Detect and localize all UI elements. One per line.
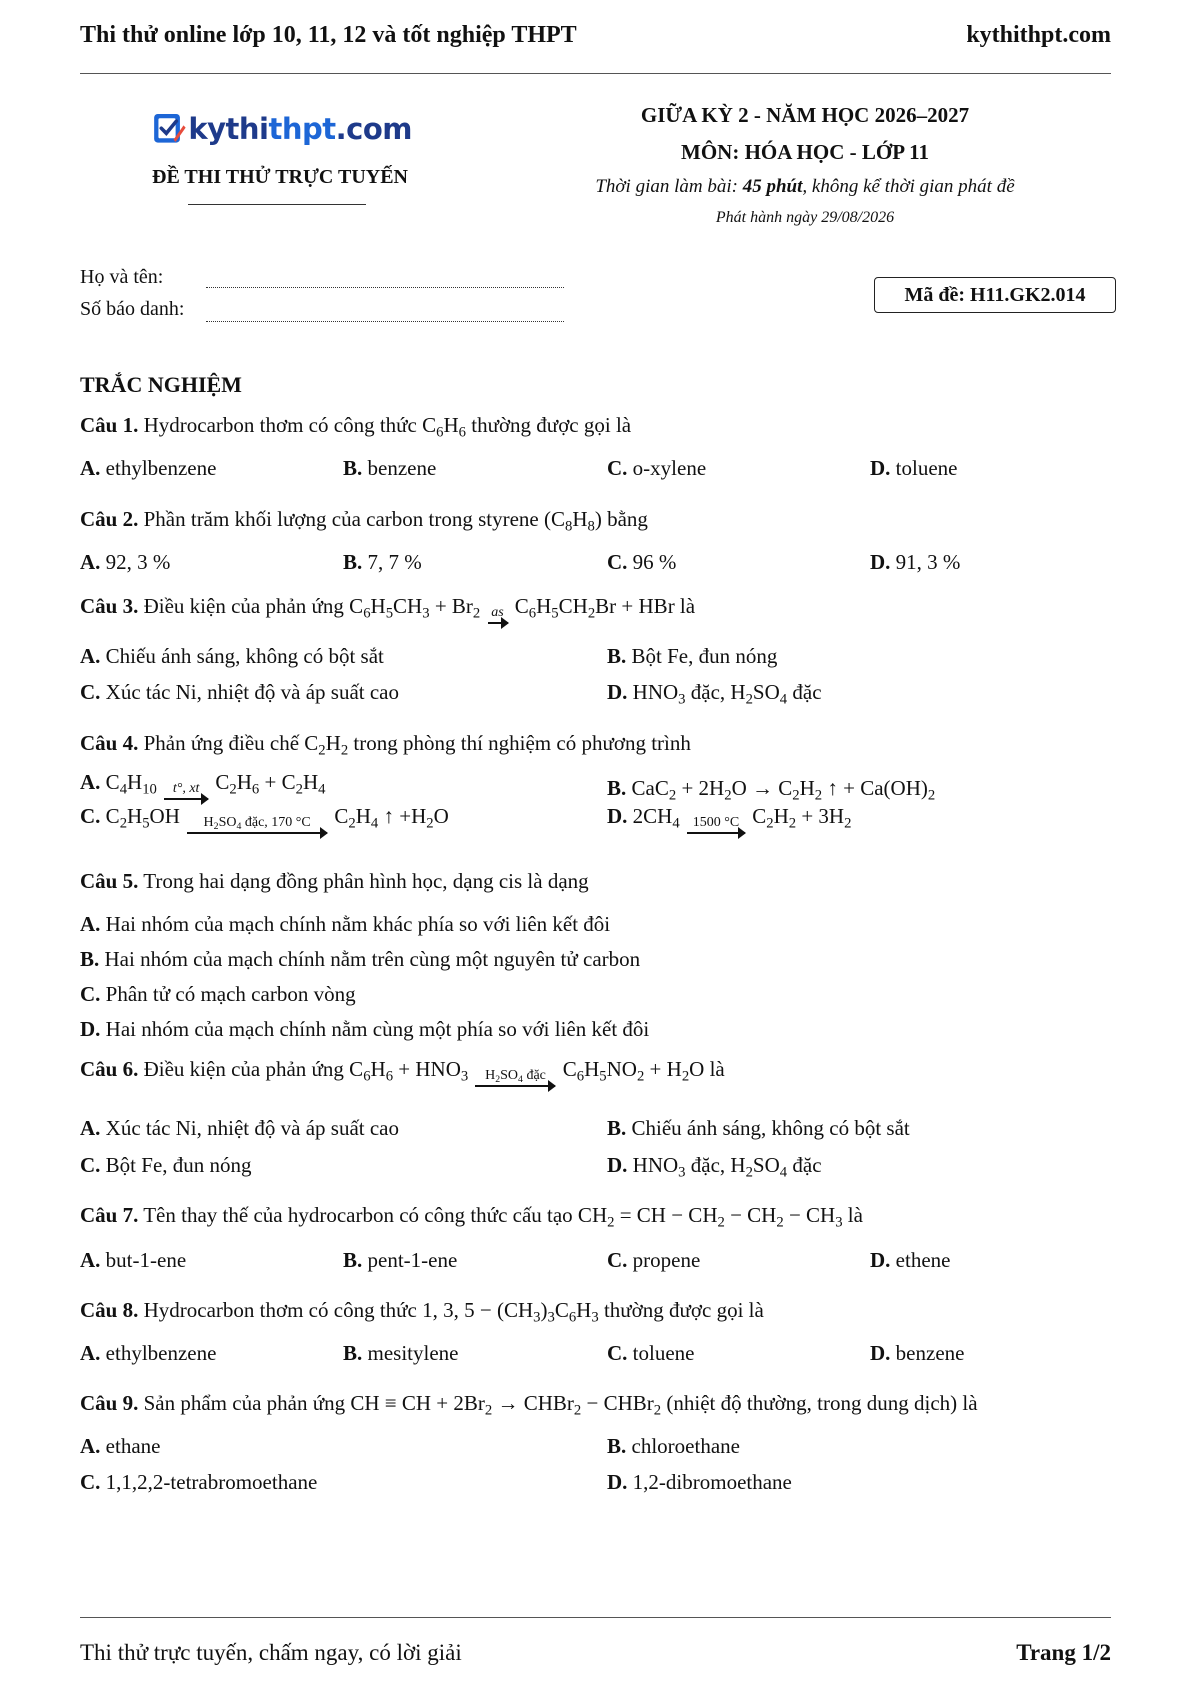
- question-2: Câu 2. Phần trăm khối lượng của carbon trong styrene $(C_8H_8)$ bằng: [80, 507, 648, 535]
- q8-option-b[interactable]: B. mesitylene: [343, 1341, 459, 1365]
- q9-option-d[interactable]: D. 1,2-dibromoethane: [607, 1470, 792, 1494]
- reaction-arrow: as: [488, 606, 508, 624]
- q7-option-c[interactable]: C. propene: [607, 1248, 701, 1272]
- q7-option-d[interactable]: D. ethene: [870, 1248, 951, 1272]
- q4-option-a[interactable]: A. $C_4H_{10}$ t°, xt $C_2H_6 + C_2H_4$: [80, 770, 325, 800]
- q2-option-c[interactable]: C. 96 %: [607, 550, 677, 574]
- q9-option-a[interactable]: A. ethane: [80, 1434, 161, 1458]
- id-field-label: Số báo danh:: [80, 298, 185, 320]
- q5-option-b[interactable]: B. Hai nhóm của mạch chính nằm trên cùng một nguyên tử carbon: [80, 947, 641, 971]
- q2-option-b[interactable]: B. 7, 7 %: [343, 550, 422, 574]
- header-divider: [80, 73, 1111, 74]
- question-5: Câu 5. Trong hai dạng đồng phân hình học, dạng cis là dạng: [80, 869, 589, 893]
- question-3: Câu 3. Điều kiện của phản ứng $C_6H_5CH_3 + Br_2$ as $C_6H_5CH_2Br$ + HBr là: [80, 594, 695, 624]
- header-left: Thi thử online lớp 10, 11, 12 và tốt nghiệp THPT: [80, 22, 577, 48]
- q1-option-d[interactable]: D. toluene: [870, 456, 958, 480]
- q1-option-b[interactable]: B. benzene: [343, 456, 437, 480]
- q6-option-b[interactable]: B. Chiếu ánh sáng, không có bột sắt: [607, 1116, 910, 1140]
- question-1: Câu 1. Hydrocarbon thơm có công thức $C_6H_6$ thường được gọi là: [80, 413, 632, 441]
- exam-type-label: ĐỀ THI THỬ TRỰC TUYẾN: [152, 166, 408, 188]
- q4-option-b[interactable]: B. $CaC_2 + 2H_2O \to C_2H_2$ ↑ + $Ca(OH)_2$: [607, 776, 936, 804]
- q7-option-b[interactable]: B. pent-1-ene: [343, 1248, 458, 1272]
- question-8: Câu 8. Hydrocarbon thơm có công thức 1, 3, $5 - (CH_3)_3C_6H_3$ thường được gọi là: [80, 1298, 764, 1326]
- page-footer: [80, 1640, 1111, 1666]
- q3-option-c[interactable]: C. Xúc tác Ni, nhiệt độ và áp suất cao: [80, 680, 399, 704]
- q9-option-b[interactable]: B. chloroethane: [607, 1434, 740, 1458]
- header-site[interactable]: kythithpt.com: [966, 22, 1111, 48]
- q3-option-b[interactable]: B. Bột Fe, đun nóng: [607, 644, 778, 668]
- section-title: TRẮC NGHIỆM: [80, 372, 242, 397]
- q5-option-a[interactable]: A. Hai nhóm của mạch chính nằm khác phía so với liên kết đôi: [80, 912, 611, 936]
- q4-option-d[interactable]: D. $2CH_4$ 1500 °C $C_2H_2 + 3H_2$: [607, 804, 851, 834]
- name-field-label: Họ và tên:: [80, 266, 164, 288]
- exam-time: Thời gian làm bài: 45 phút, không kể thời gian phát đề: [595, 176, 1015, 197]
- q2-option-d[interactable]: D. 91, 3 %: [870, 550, 961, 574]
- site-logo: [152, 103, 412, 155]
- exam-code-box: Mã đề: H11.GK2.014: [874, 277, 1116, 313]
- q8-option-c[interactable]: C. toluene: [607, 1341, 695, 1365]
- exam-release-date: Phát hành ngày 29/08/2026: [715, 209, 895, 226]
- q6-option-a[interactable]: A. Xúc tác Ni, nhiệt độ và áp suất cao: [80, 1116, 399, 1140]
- question-7: Câu 7. Tên thay thế của hydrocarbon có công thức cấu tạo $CH_2$ = CH − $CH_2 - CH_2 - CH_3$ là: [80, 1203, 863, 1231]
- q9-option-c[interactable]: C. 1,1,2,2-tetrabromoethane: [80, 1470, 318, 1494]
- q6-option-c[interactable]: C. Bột Fe, đun nóng: [80, 1153, 252, 1177]
- q8-option-a[interactable]: A. ethylbenzene: [80, 1341, 217, 1365]
- q5-option-c[interactable]: C. Phân tử có mạch carbon vòng: [80, 982, 356, 1006]
- logo-wordmark: kythithpt.com: [188, 112, 412, 146]
- q2-option-a[interactable]: A. 92, 3 %: [80, 550, 171, 574]
- q1-option-c[interactable]: C. o-xylene: [607, 456, 707, 480]
- q3-option-d[interactable]: D. $HNO_3$ đặc, $H_2SO_4$ đặc: [607, 680, 822, 708]
- pencil-check-logo-icon: [152, 104, 186, 154]
- q8-option-d[interactable]: D. benzene: [870, 1341, 965, 1365]
- name-field-line[interactable]: [206, 286, 564, 288]
- footer-divider: [80, 1617, 1111, 1618]
- q4-option-c[interactable]: C. $C_2H_5OH$ $H_2SO_4$ đặc, 170 °C $C_2H_4$ ↑ $+H_2O$: [80, 804, 449, 834]
- page-header: [80, 22, 1111, 52]
- footer-tagline: Thi thử trực tuyến, chấm ngay, có lời giải: [80, 1640, 462, 1665]
- q3-option-a[interactable]: A. Chiếu ánh sáng, không có bột sắt: [80, 644, 384, 668]
- question-6: Câu 6. Điều kiện của phản ứng $C_6H_6 + HNO_3$ $H_2SO_4$ đặc $C_6H_5NO_2 + H_2O$ là: [80, 1057, 725, 1087]
- q6-option-d[interactable]: D. $HNO_3$ đặc, $H_2SO_4$ đặc: [607, 1153, 822, 1181]
- q7-option-a[interactable]: A. but-1-ene: [80, 1248, 187, 1272]
- q5-option-d[interactable]: D. Hai nhóm của mạch chính nằm cùng một phía so với liên kết đôi: [80, 1017, 650, 1041]
- subtitle-underline: [188, 204, 366, 205]
- q1-option-a[interactable]: A. ethylbenzene: [80, 456, 217, 480]
- exam-subject: MÔN: HÓA HỌC - LỚP 11: [681, 140, 929, 164]
- question-4: Câu 4. Phản ứng điều chế $C_2H_2$ trong phòng thí nghiệm có phương trình: [80, 731, 691, 759]
- exam-info: [555, 97, 1055, 233]
- page-number: Trang 1/2: [1016, 1640, 1111, 1665]
- id-field-line[interactable]: [206, 320, 564, 322]
- question-9: Câu 9. Sản phẩm của phản ứng CH ≡ CH + $2Br_2$ → CHBr$_2$ − CHBr$_2$ (nhiệt độ thường, trong dung dịch) là: [80, 1391, 978, 1419]
- exam-title: GIỮA KỲ 2 - NĂM HỌC 2026–2027: [640, 103, 970, 127]
